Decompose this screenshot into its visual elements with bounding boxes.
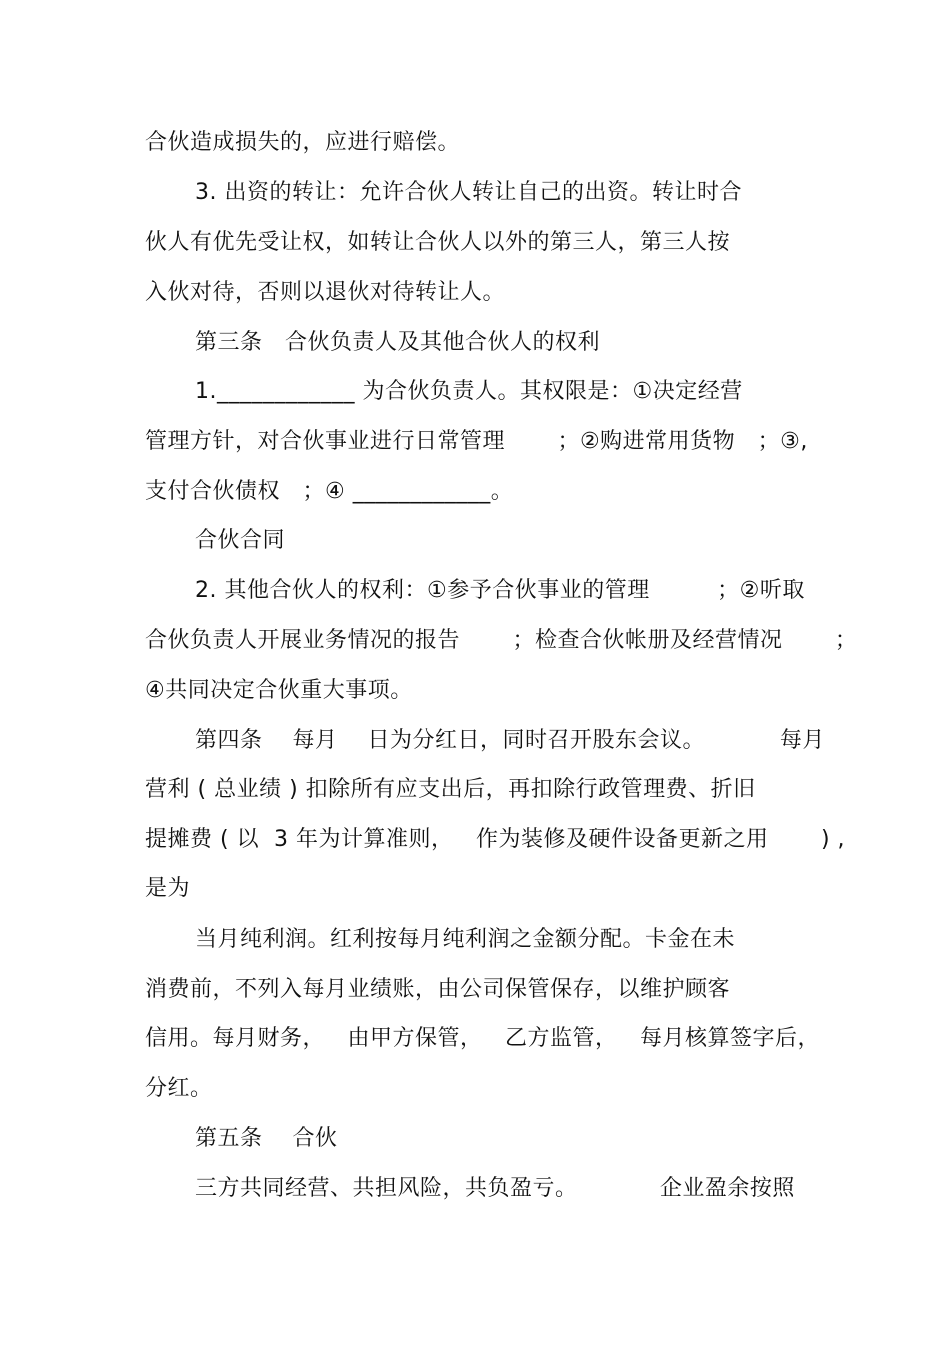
text-line: 合伙合同 [195,528,286,553]
text-line: 是为 [145,876,191,901]
text-line: 合伙负责人开展业务情况的报告 ；检查合伙帐册及经营情况 ； [145,628,858,653]
text-line: 合伙造成损失的，应进行赔偿。 [145,130,461,155]
text-line: 2. 其他合伙人的权利：①参予合伙事业的管理 ；②听取 [195,578,805,603]
section-heading: 第三条 合伙负责人及其他合伙人的权利 [195,330,600,355]
text-line: ④共同决定合伙重大事项。 [145,678,413,703]
text-line: 营利 ( 总业绩 ) 扣除所有应支出后，再扣除行政管理费、折旧 [145,777,756,802]
text-line: 3. 出资的转让：允许合伙人转让自己的出资。转让时合 [195,180,742,205]
text-line: 三方共同经营、共担风险，共负盈亏。 企业盈余按照 [195,1176,795,1201]
text-line: 分红。 [145,1076,213,1101]
text-line: 管理方针，对合伙事业进行日常管理 ；②购进常用货物 ；③, [145,429,808,454]
text-line: 伙人有优先受让权，如转让合伙人以外的第三人，第三人按 [145,230,731,255]
text-line: 信用。每月财务， 由甲方保管， 乙方监管， 每月核算签字后， [145,1026,820,1051]
text-line: 支付合伙债权 ；④ ____________。 [145,479,514,504]
text-line: 1.____________ 为合伙负责人。其权限是：①决定经营 [195,379,743,404]
text-line: 入伙对待，否则以退伙对待转让人。 [145,280,506,305]
text-line: 提摊费 ( 以 3 年为计算准则， 作为装修及硬件设备更新之用 ) , [145,827,846,852]
text-line: 消费前，不列入每月业绩账，由公司保管保存，以维护顾客 [145,977,731,1002]
text-line: 当月纯利润。红利按每月纯利润之金额分配。卡金在未 [195,927,736,952]
section-heading: 第四条 每月 日为分红日，同时召开股东会议。 每月 [195,728,825,753]
section-heading: 第五条 合伙 [195,1126,338,1151]
